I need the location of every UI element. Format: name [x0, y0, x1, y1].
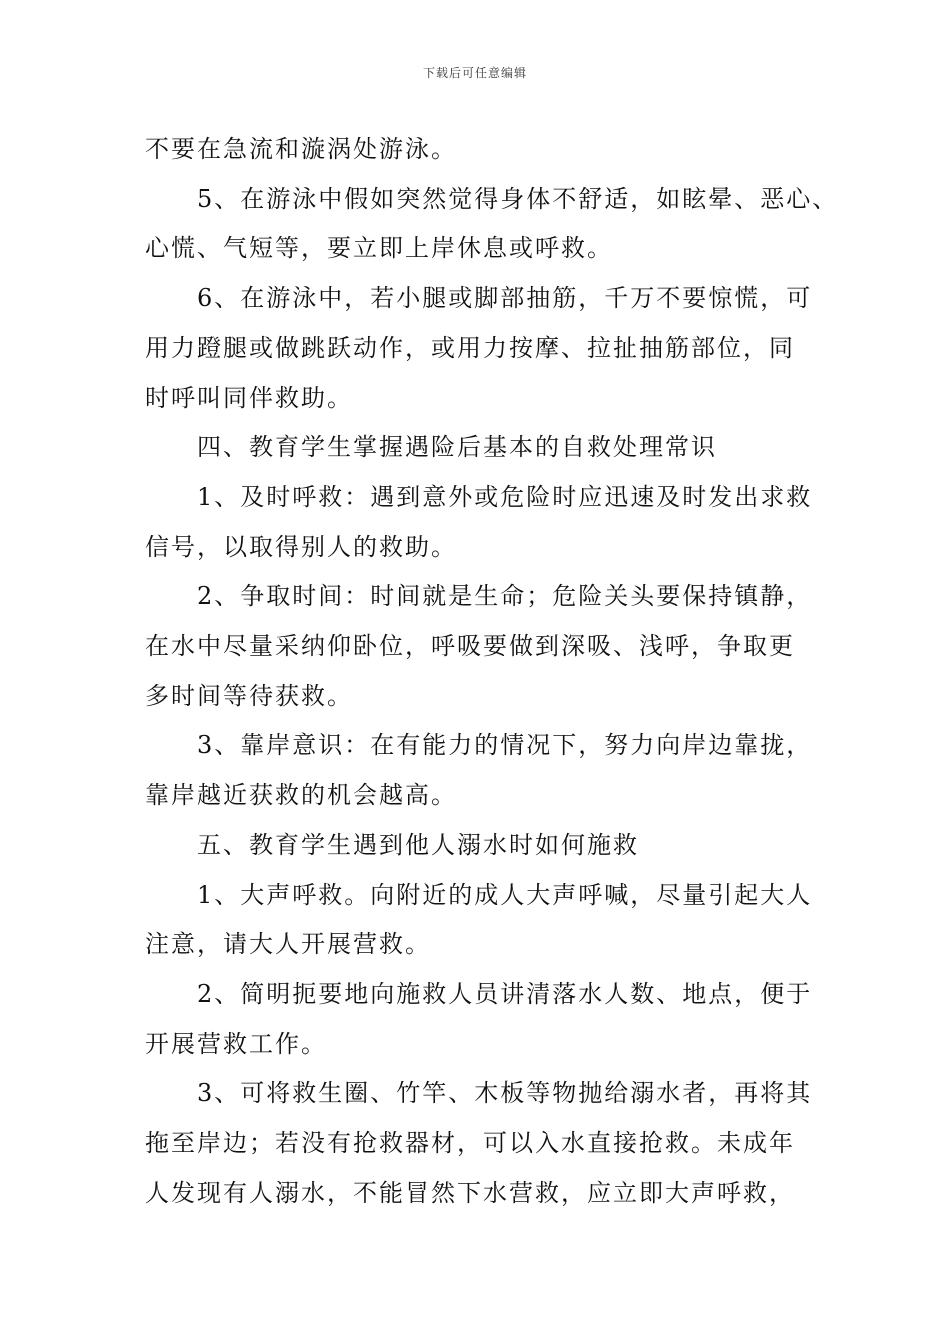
text-line-21: 拖至岸边；若没有抢救器材，可以入水直接抢救。未成年 [145, 1129, 795, 1158]
text-line-5: 用力蹬腿或做跳跃动作，或用力按摩、拉扯抽筋部位，同 [145, 333, 795, 362]
text-line-8: 1、及时呼救：遇到意外或危险时应迅速及时发出求救 [197, 482, 813, 511]
text-line-22: 人发现有人溺水，不能冒然下水营救，应立即大声呼救， [145, 1178, 795, 1207]
text-line-18: 2、简明扼要地向施救人员讲清落水人数、地点，便于 [197, 979, 813, 1008]
text-line-6: 时呼叫同伴救助。 [145, 383, 353, 412]
text-line-9: 信号，以取得别人的救助。 [145, 532, 457, 561]
text-line-14: 靠岸越近获救的机会越高。 [145, 781, 457, 810]
text-line-11: 在水中尽量采纳仰卧位，呼吸要做到深吸、浅呼，争取更 [145, 632, 795, 661]
page-header: 下载后可任意编辑 [422, 66, 527, 80]
document-body [145, 125, 839, 1218]
text-line-16: 1、大声呼救。向附近的成人大声呼喊，尽量引起大人 [197, 880, 813, 909]
section-heading-4: 四、教育学生掌握遇险后基本的自救处理常识 [197, 433, 717, 462]
text-line-4: 6、在游泳中，若小腿或脚部抽筋，千万不要惊慌，可 [197, 284, 813, 313]
text-line-17: 注意，请大人开展营救。 [145, 930, 431, 959]
text-line-19: 开展营救工作。 [145, 1029, 327, 1058]
text-line-1: 不要在急流和漩涡处游泳。 [145, 135, 457, 163]
text-line-3: 心慌、气短等，要立即上岸休息或呼救。 [145, 234, 613, 263]
section-heading-5: 五、教育学生遇到他人溺水时如何施救 [197, 830, 639, 859]
text-line-12: 多时间等待获救。 [145, 681, 353, 710]
text-line-13: 3、靠岸意识：在有能力的情况下，努力向岸边靠拢， [197, 731, 813, 760]
text-line-20: 3、可将救生圈、竹竿、木板等物抛给溺水者，再将其 [197, 1079, 813, 1108]
text-line-2: 5、在游泳中假如突然觉得身体不舒适，如眩晕、恶心、 [197, 184, 839, 213]
text-line-10: 2、争取时间：时间就是生命；危险关头要保持镇静， [197, 582, 813, 611]
